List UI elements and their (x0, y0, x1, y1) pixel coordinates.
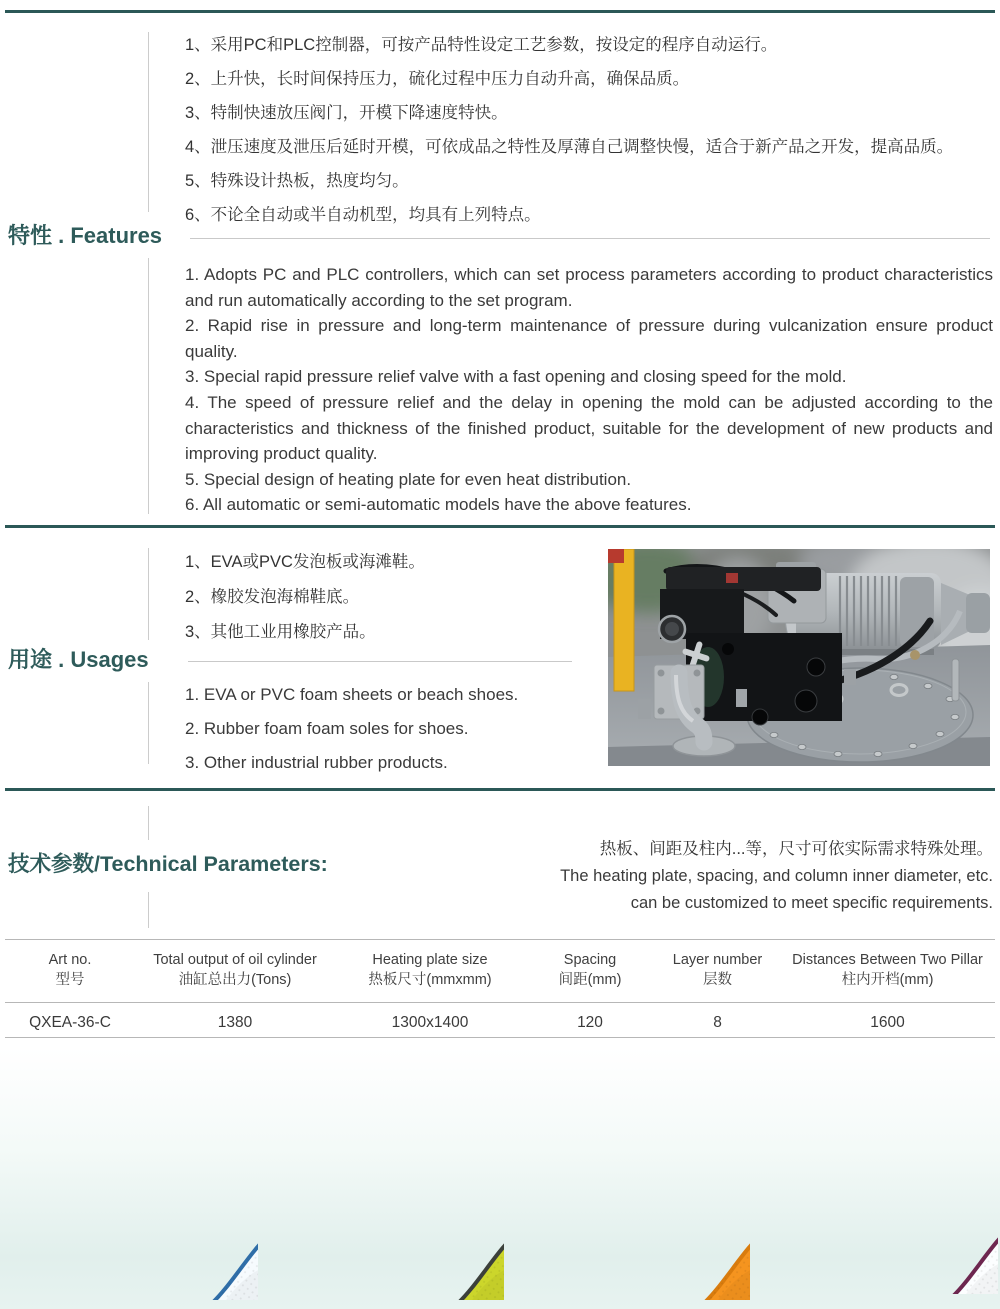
features-list-en (185, 262, 993, 518)
features-zh-item: 6、不论全自动或半自动机型，均具有上列特点。 (185, 206, 541, 224)
tech-note-zh: 热板、间距及柱内...等，尺寸可依实际需求特殊处理。 (599, 840, 993, 858)
header-zh: 柱内开档(mm) (841, 972, 934, 988)
usages-heading: 用途 . Usages (8, 647, 149, 672)
product-images-strip (0, 1048, 1000, 1309)
tech-note (560, 836, 993, 916)
table-header-cell (780, 950, 995, 990)
header-en: Distances Between Two Pillar (792, 952, 983, 968)
header-zh: 型号 (55, 972, 85, 988)
features-vertical-line-bottom (148, 258, 149, 514)
table-data-row (5, 1014, 995, 1032)
features-zh-item: 1、采用PC和PLC控制器，可按产品特性设定工艺参数，按设定的程序自动运行。 (185, 36, 778, 54)
features-list-zh (185, 28, 995, 232)
features-en-item: 3. Special rapid pressure relief valve with a fast opening and closing speed for the mold. (185, 367, 847, 387)
table-header-cell (655, 950, 780, 990)
features-zh-item: 2、上升快，长时间保持压力，硫化过程中压力自动升高，确保品质。 (185, 70, 690, 88)
usages-heading-rule (188, 661, 572, 662)
features-en-item: 2. Rapid rise in pressure and long-term maintenance of pressure during vulcanization ensure product quality. (185, 316, 993, 361)
usages-en-item: 3. Other industrial rubber products. (185, 753, 448, 772)
header-zh: 层数 (703, 972, 732, 988)
usages-list-en (185, 678, 605, 780)
machinery-photo (608, 549, 990, 766)
features-vertical-line-top (148, 32, 149, 212)
table-header-cell (525, 950, 655, 990)
cell-art-no: QXEA-36-C (29, 1014, 111, 1031)
tech-heading: 技术参数/Technical Parameters: (8, 852, 328, 876)
usages-list-zh (185, 545, 605, 650)
usages-zh-item: 1、EVA或PVC发泡板或海滩鞋。 (185, 553, 425, 571)
divider-top (5, 10, 995, 13)
header-en: Spacing (563, 952, 617, 968)
features-zh-item: 5、特殊设计热板，热度均匀。 (185, 172, 409, 190)
features-zh-item: 3、特制快速放压阀门，开模下降速度特快。 (185, 104, 508, 122)
table-rule-middle (5, 1002, 995, 1003)
features-en-item: 5. Special design of heating plate for even heat distribution. (185, 469, 632, 489)
table-rule-top (5, 939, 995, 940)
features-heading: 特性 . Features (8, 223, 163, 248)
tech-note-en-line2: can be customized to meet specific requirements. (630, 893, 993, 912)
cell-pillar-distance: 1600 (870, 1014, 905, 1031)
cell-spacing: 120 (577, 1014, 603, 1031)
cell-total-output: 1380 (217, 1014, 253, 1031)
header-en: Heating plate size (372, 952, 488, 968)
cell-plate-size: 1300x1400 (391, 1014, 469, 1031)
usages-zh-item: 2、橡胶发泡海棉鞋底。 (185, 588, 360, 606)
header-en: Art no. (48, 952, 92, 968)
table-rule-bottom (5, 1037, 995, 1038)
features-zh-item: 4、泄压速度及泄压后延时开模，可依成品之特性及厚薄自己调整快慢，适合于新产品之开发，提高品质。 (185, 138, 954, 156)
usages-en-item: 1. EVA or PVC foam sheets or beach shoes. (185, 685, 519, 704)
sandal-image-orange (512, 1062, 750, 1300)
table-header-cell (335, 950, 525, 990)
features-en-item: 1. Adopts PC and PLC controllers, which can set process parameters according to product characteristics and run automatically according to the set program. (185, 265, 993, 310)
tech-vertical-line-top (148, 806, 149, 840)
divider-usages-tech (5, 788, 995, 791)
header-zh: 热板尺寸(mmxmm) (368, 972, 492, 988)
usages-vertical-line-top (148, 548, 149, 640)
tech-vertical-line-bottom (148, 892, 149, 928)
sandal-image-blue (20, 1062, 258, 1300)
features-heading-rule (190, 238, 990, 239)
table-header-cell (5, 950, 135, 990)
cell-layer-number: 8 (713, 1014, 722, 1031)
header-en: Layer number (672, 952, 763, 968)
features-en-item: 6. All automatic or semi-automatic models have the above features. (185, 495, 692, 515)
table-header-row (5, 950, 995, 990)
header-zh: 间距(mm) (558, 972, 622, 988)
table-header-cell (135, 950, 335, 990)
header-zh: 油缸总出力(Tons) (178, 972, 292, 988)
tech-note-en-line1: The heating plate, spacing, and column inner diameter, etc. (560, 867, 993, 885)
usages-zh-item: 3、其他工业用橡胶产品。 (185, 623, 376, 641)
usages-vertical-line-bottom (148, 682, 149, 764)
divider-features-usages (5, 525, 995, 528)
usages-en-item: 2. Rubber foam foam soles for shoes. (185, 719, 469, 738)
header-en: Total output of oil cylinder (153, 952, 317, 968)
features-en-item: 4. The speed of pressure relief and the delay in opening the mold can be adjusted according to the characteristics and thickness of the finished product, suitable for the development of new products and improving product quality. (185, 392, 993, 464)
sandal-image-yellow (266, 1062, 504, 1300)
sandal-image-pink (760, 1056, 998, 1294)
